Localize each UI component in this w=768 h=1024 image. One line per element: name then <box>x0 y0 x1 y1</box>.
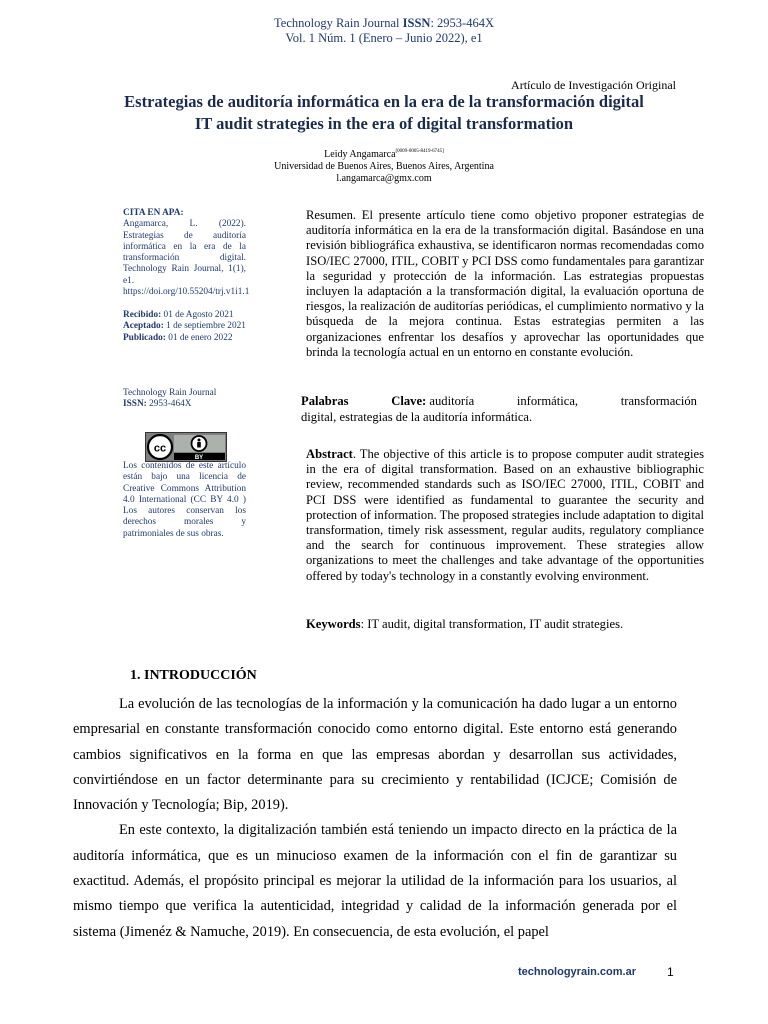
cc-by-license-icon[interactable] <box>145 432 227 462</box>
published-date: Publicado: 01 de enero 2022 <box>123 332 233 343</box>
cite-label: CITA EN APA: <box>123 208 184 218</box>
sidebar-journal-name: Technology Rain Journal <box>123 388 217 398</box>
section-heading: 1. INTRODUCCIÓN <box>130 668 257 683</box>
keywords-spanish-line2: digital, estrategias de la auditoría informática. <box>301 409 533 424</box>
journal-volume: Vol. 1 Núm. 1 (Enero – Junio 2022), e1 <box>285 31 483 45</box>
title-spanish: Estrategias de auditoría informática en la era de la transformación digital <box>124 92 644 111</box>
author-email[interactable]: l.angamarca@gmx.com <box>336 173 432 184</box>
journal-header-line1 <box>0 16 768 31</box>
footer-website-link[interactable]: technologyrain.com.ar <box>518 966 636 978</box>
svg-text:cc: cc <box>153 442 167 455</box>
keywords-english <box>306 617 704 632</box>
body-paragraph: La evolución de las tecnologías de la información y la comunicación ha dado lugar a un entorno empresarial en constante transformación conocido como entorno digital. Este entorno está generando cambios significativos en la forma en que las empresas abordan y desarrollan sus actividades, convirtiéndose en un factor determinante para su crecimiento y rentabilidad (ICJCE; Comisión de Innovación y Tecnología; Bip, 2019). <box>73 696 677 814</box>
author-name: Leidy Angamarca <box>324 149 396 160</box>
cc-badge-label: BY <box>194 455 204 461</box>
body-paragraph: En este contexto, la digitalización también está teniendo un impacto directo en la práctica de la auditoría informática, que es un minucioso examen de la información con el fin de garantizar su exactitud. Además, el propósito principal es mejorar la utilidad de la información para los usuarios, al mismo tiempo que verifica la autenticidad, integridad y calidad de la información generada por el sistema (Jimenéz & Namuche, 2019). En consecuencia, de esta evolución, el papel <box>73 822 677 940</box>
received-date: Recibido: 01 de Agosto 2021 <box>123 310 234 320</box>
body-text <box>73 692 677 945</box>
journal-info-block <box>123 388 246 411</box>
abstract-english-text: . The objective of this article is to propose computer audit strategies in the era of digital transformation. Based on an exhaustive bibliographic review, recommended standards such as ISO/IEC 27000, ITIL, COBIT and PCI DSS were identified as fundamental to guarantee the security and protection of information. The proposed strategies include adaptation to digital transformation, timely risk assessment, regular audits, regulatory compliance and the search for continuous improvement. These strategies allow organizations to meet the challenges and take advantage of the opportunities offered by today's technology in a constantly evolving environment. <box>306 447 704 583</box>
page-number: 1 <box>667 965 674 979</box>
issn-value: : 2953-464X <box>430 16 494 30</box>
sidebar-issn: ISSN: 2953-464X <box>123 399 192 410</box>
license-text: Los contenidos de este artículo están bajo una licencia de Creative Commons Attribution 4.0 International (CC BY 4.0 ) Los autores conservan los derechos morales y patrimoniales de sus obras. <box>123 461 246 539</box>
abstract-english <box>306 447 704 584</box>
keywords-spanish-line1: Palabras Clave: auditoría informática, transformación <box>301 394 697 408</box>
citation-block <box>123 208 250 298</box>
author-affiliation: Universidad de Buenos Aires, Buenos Aires, Argentina <box>274 161 494 172</box>
author-block <box>0 146 768 185</box>
title-english: IT audit strategies in the era of digital transformation <box>194 114 574 133</box>
cc-by-logo-svg <box>146 433 226 461</box>
dates-block <box>123 310 246 344</box>
orcid-id[interactable]: [0009-0005-8419-6745] <box>395 149 444 154</box>
cite-text[interactable]: Angamarca, L. (2022). Estrategias de auditoría informática en la era de la transformación digital. Technology Rain Journal, 1(1), e1. https://doi.org/10.55204/trj.v1i1.1 <box>123 219 250 298</box>
abstract-label: Abstract <box>306 447 353 461</box>
issn-label: ISSN <box>402 16 431 30</box>
journal-name: Technology Rain Journal <box>274 16 400 30</box>
article-type: Artículo de Investigación Original <box>511 78 676 92</box>
accepted-date: Aceptado: 1 de septiembre 2021 <box>123 321 246 332</box>
keywords-english-text: : IT audit, digital transformation, IT audit strategies. <box>360 617 624 631</box>
journal-header <box>0 16 768 46</box>
author-line <box>0 146 768 161</box>
abstract-spanish: Resumen. El presente artículo tiene como objetivo proponer estrategias de auditoría informática en la era de la transformación digital. Basándose en una revisión bibliográfica exhaustiva, se identificaron normas recomendadas como ISO/IEC 27000, ITIL, COBIT y PCI DSS como fundamentales para garantizar la seguridad y protección de la información. Las estrategias propuestas incluyen la adaptación a la transformación digital, la evaluación oportuna de riesgos, la realización de auditorías periódicas, el cumplimiento normativo y la búsqueda de la mejora continua. Estas estrategias permiten a las organizaciones enfrentar los desafíos y aprovechar las oportunidades que brinda la tecnología actual en un entorno en constante evolución. <box>306 208 704 359</box>
keywords-label: Keywords <box>306 617 361 631</box>
keywords-spanish <box>301 394 697 425</box>
